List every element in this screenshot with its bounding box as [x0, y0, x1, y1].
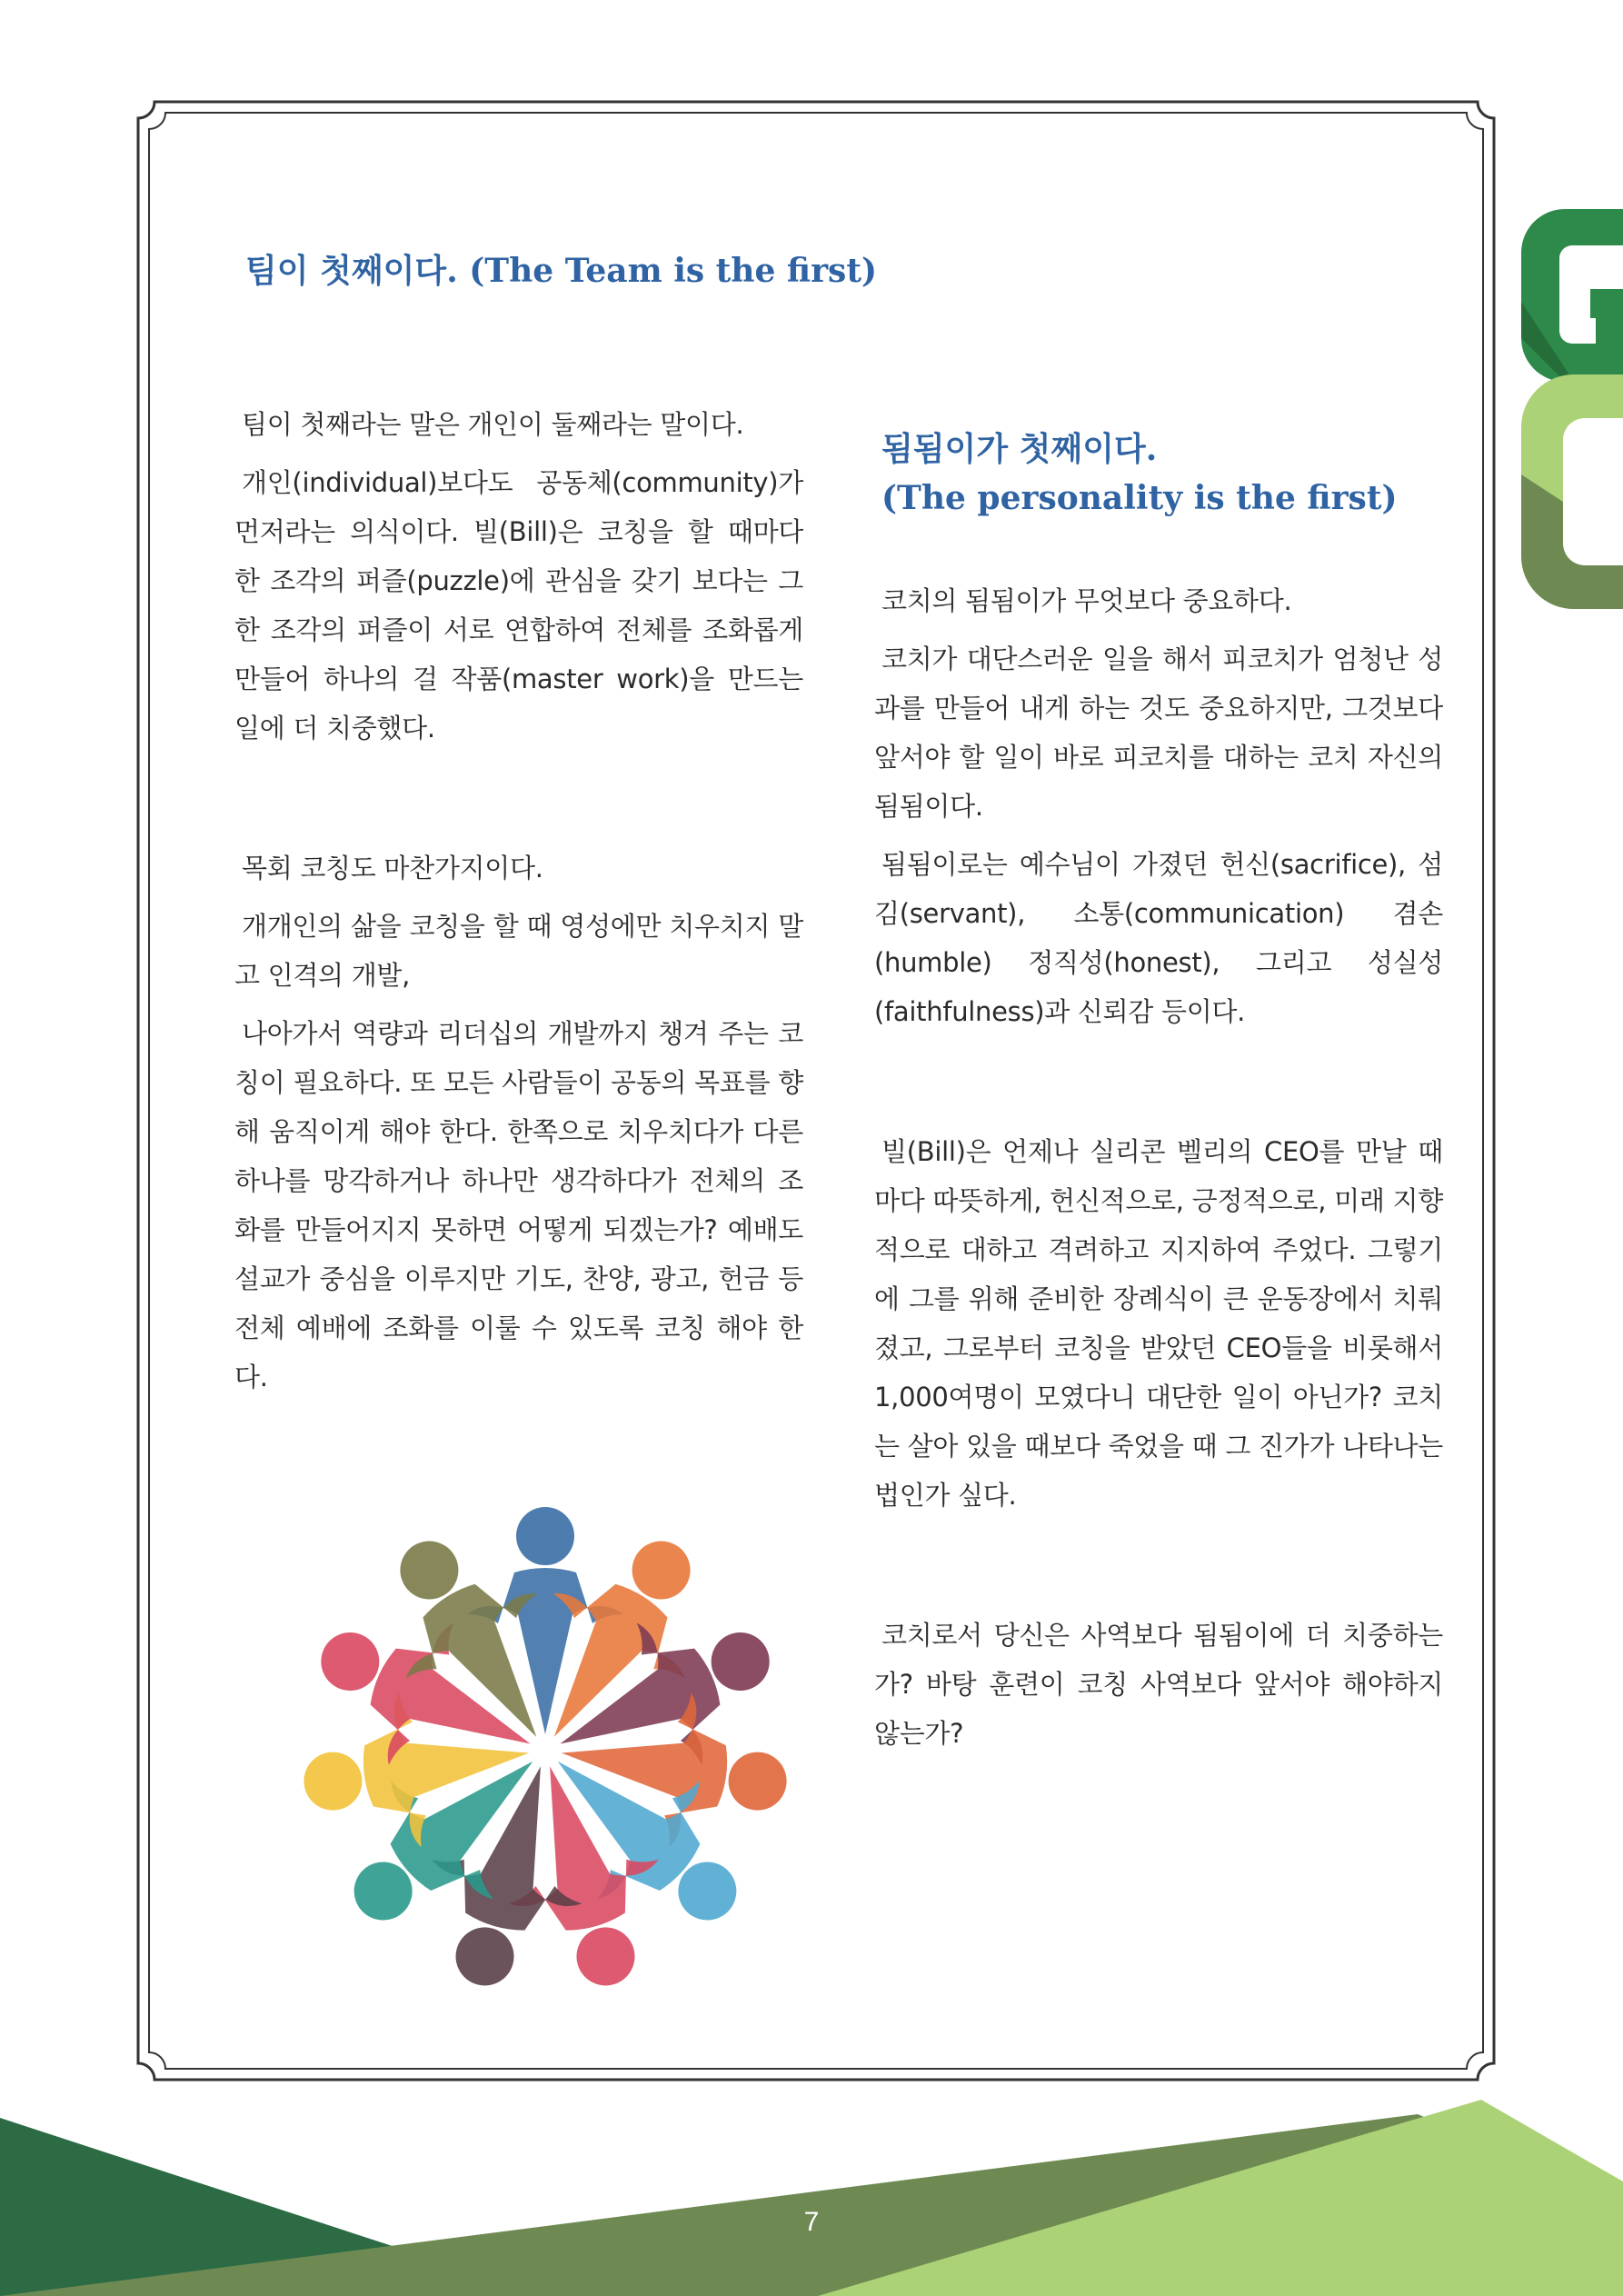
left-heading: 팀이 첫째이다. (The Team is the first)	[245, 252, 877, 290]
bottom-green-banner	[0, 2091, 1623, 2296]
left-paragraph-5: 나아가서 역량과 리더십의 개발까지 챙겨 주는 코칭이 필요하다. 또 모든 사람들이 공동의 목표를 향해 움직이게 해야 한다. 한쪽으로 치우치다가 다른 하나를 망각하거나 하나만 생각하다가 전체의 조화를 만들어지지 못하면 어떻게 되겠는가? 예배도 설교가 중심을 이루지만 기도, 찬양, 광고, 헌금 등 전체 예배에 조화를 이룰 수 있도록 코칭 해야 한다.	[234, 1018, 803, 1393]
right-paragraph-4: 빌(Bill)은 언제나 실리콘 벨리의 CEO를 만날 때마다 따뜻하게, 헌신적으로, 긍정적으로, 미래 지향적으로 대하고 격려하고 지지하여 주었다. 그렇기에 그를 위해 준비한 장례식이 큰 운동장에서 치뤄졌고, 그로부터 코칭을 받았던 CEO들을 비롯해서 1,000여명이 모였다니 대단한 일이 아닌가? 코치는 살아 있을 때보다 죽었을 때 그 진가가 나타나는 법인가 싶다.	[874, 1136, 1443, 1511]
page-number: 7	[803, 2207, 820, 2237]
left-paragraph-2: 개인(individual)보다도 공동체(community)가 먼저라는 의식이다. 빌(Bill)은 코칭을 할 때마다 한 조각의 퍼즐(puzzle)에 관심을 갖기 보다는 그 한 조각의 퍼즐이 서로 연합하여 전체를 조화롭게 만들어 하나의 걸 작품(master work)을 만드는 일에 더 치중했다.	[234, 467, 803, 744]
right-paragraph-5: 코치로서 당신은 사역보다 됨됨이에 더 치중하는가? 바탕 훈련이 코칭 사역보다 앞서야 해야하지 않는가?	[874, 1620, 1443, 1749]
people-circle-icon	[296, 1502, 794, 2000]
left-paragraph-1: 팀이 첫째라는 말은 개인이 둘째라는 말이다.	[242, 409, 744, 440]
right-heading-line-1: 됨됨이가 첫째이다.	[881, 430, 1158, 468]
right-paragraph-1: 코치의 됨됨이가 무엇보다 중요하다.	[881, 585, 1292, 616]
go-letters-icon	[1510, 202, 1623, 613]
circle-center	[533, 1738, 558, 1763]
right-column	[874, 576, 1443, 1758]
left-column	[234, 400, 803, 1402]
right-paragraph-2: 코치가 대단스러운 일을 해서 피코치가 엄청난 성과를 만들어 내게 하는 것도 중요하지만, 그것보다 앞서야 할 일이 바로 피코치를 대하는 코치 자신의 됨됨이다.	[874, 644, 1443, 822]
right-paragraph-3: 됨됨이로는 예수님이 가졌던 헌신(sacrifice), 섬김(servant), 소통(communication) 겸손(humble) 정직성(honest), 그리고 성실성(faithfulness)과 신뢰감 등이다.	[874, 849, 1443, 1027]
left-paragraph-3: 목회 코칭도 마찬가지이다.	[242, 853, 543, 883]
left-paragraph-4: 개개인의 삶을 코칭을 할 때 영성에만 치우치지 말고 인격의 개발,	[234, 911, 803, 991]
right-heading-line-2: (The personality is the first)	[881, 479, 1398, 517]
